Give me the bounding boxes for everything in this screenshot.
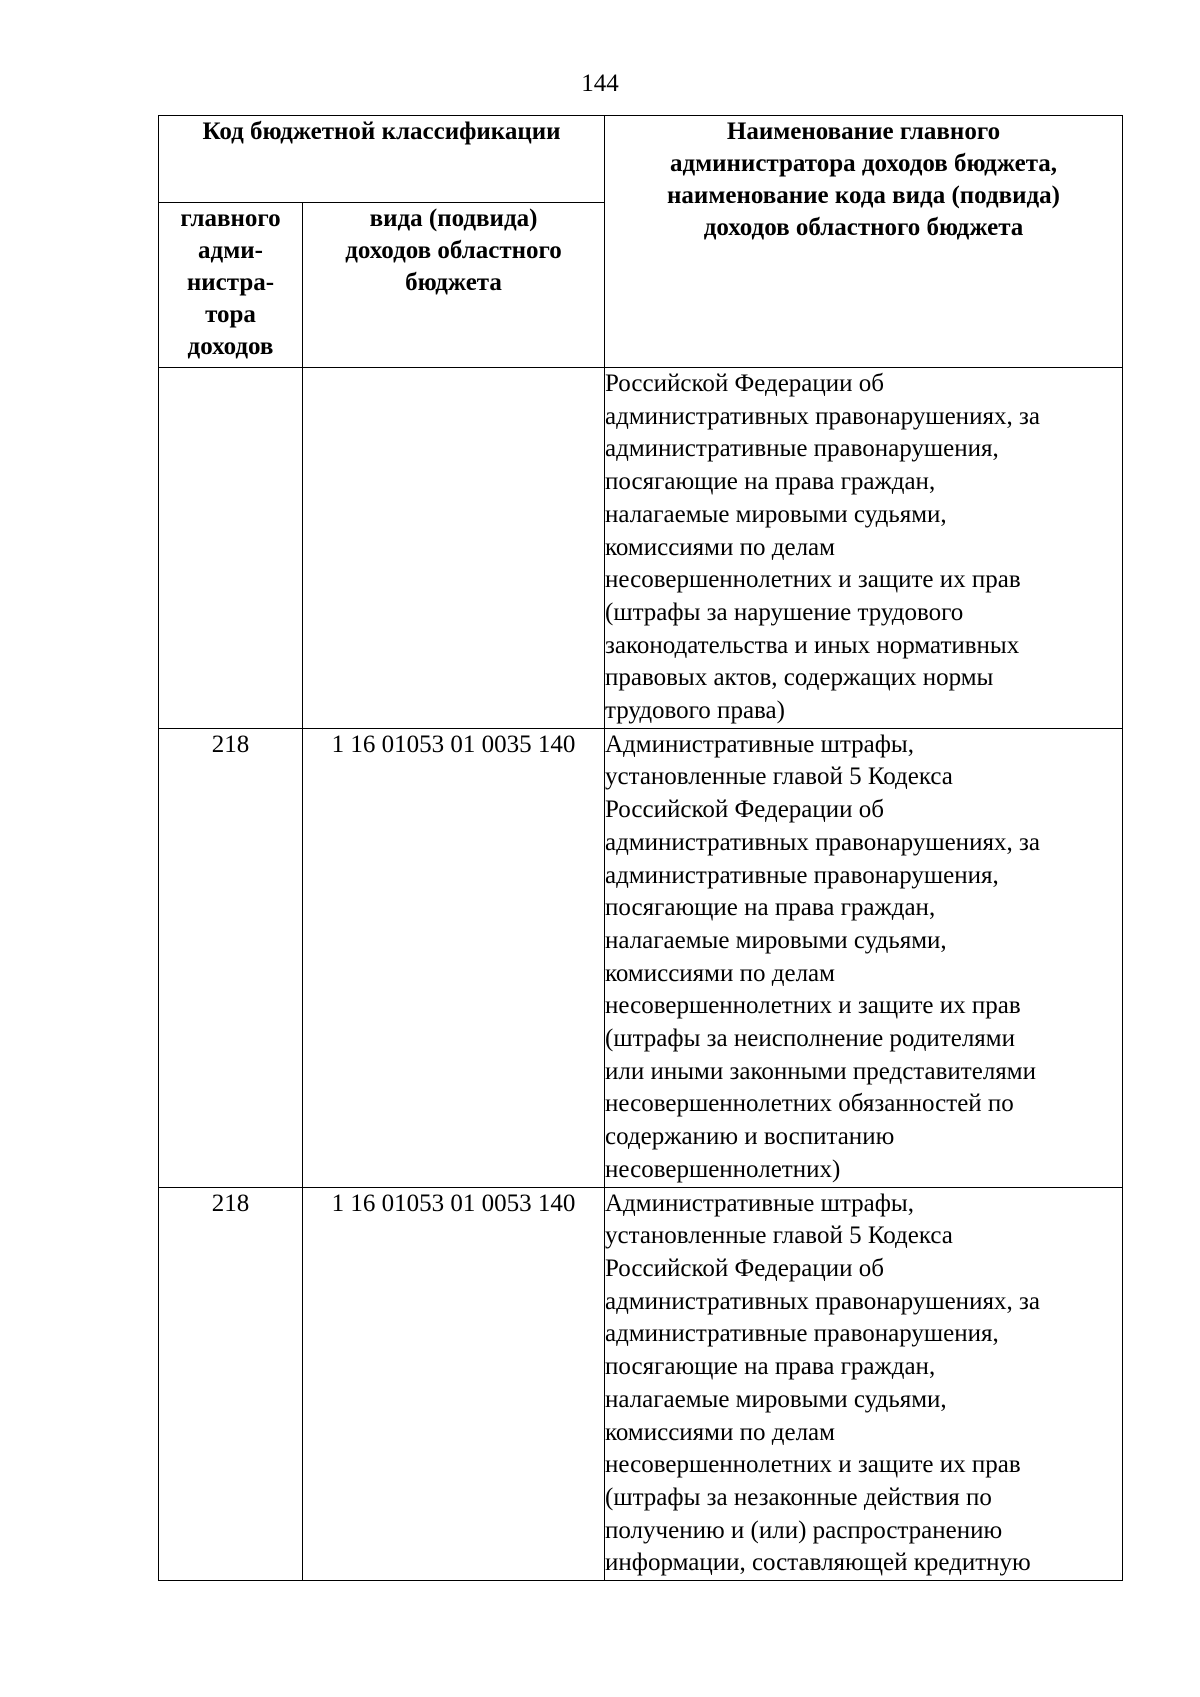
- budget-classification-table: [158, 115, 1123, 1581]
- description-cell: Российской Федерации об административных правонарушениях, за административные правонарушения, посягающие на права граждан, налагаемые мировыми судьями, комиссиями по делам несовершеннолетних и защите их прав (штрафы за нарушение трудового законодательства и иных нормативных правовых актов, содержащих нормы трудового права): [605, 368, 1123, 729]
- description-cell: Административные штрафы, установленные главой 5 Кодекса Российской Федерации об административных правонарушениях, за административные правонарушения, посягающие на права граждан, налагаемые мировыми судьями, комиссиями по делам несовершеннолетних и защите их прав (штрафы за неисполнение родителями или иными законными представителями несовершеннолетних обязанностей по содержанию и воспитанию несовершеннолетних): [605, 728, 1123, 1187]
- header-name-text: Наименование главного администратора доходов бюджета, наименование кода вида (подвида) доходов областного бюджета: [667, 118, 1060, 241]
- revenue-code-cell: 1 16 01053 01 0035 140: [303, 728, 605, 1187]
- header-code-text: вида (подвида) доходов областного бюджета: [345, 205, 562, 296]
- header-code-column: [303, 203, 605, 368]
- table-row: [159, 728, 1123, 1187]
- page-number: 144: [581, 70, 619, 97]
- header-admin-text: главного адми- нистра- тора доходов: [180, 205, 281, 360]
- table-row: [159, 368, 1123, 729]
- header-budget-code-group: Код бюджетной классификации: [159, 116, 605, 203]
- revenue-code-cell: [303, 368, 605, 729]
- admin-code-cell: 218: [159, 728, 303, 1187]
- header-name-column: [605, 116, 1123, 368]
- table-row: [159, 1187, 1123, 1580]
- description-cell: Административные штрафы, установленные главой 5 Кодекса Российской Федерации об административных правонарушениях, за административные правонарушения, посягающие на права граждан, налагаемые мировыми судьями, комиссиями по делам несовершеннолетних и защите их прав (штрафы за незаконные действия по получению и (или) распространению информации, составляющей кредитную: [605, 1187, 1123, 1580]
- admin-code-cell: 218: [159, 1187, 303, 1580]
- revenue-code-cell: 1 16 01053 01 0053 140: [303, 1187, 605, 1580]
- admin-code-cell: [159, 368, 303, 729]
- header-admin-column: [159, 203, 303, 368]
